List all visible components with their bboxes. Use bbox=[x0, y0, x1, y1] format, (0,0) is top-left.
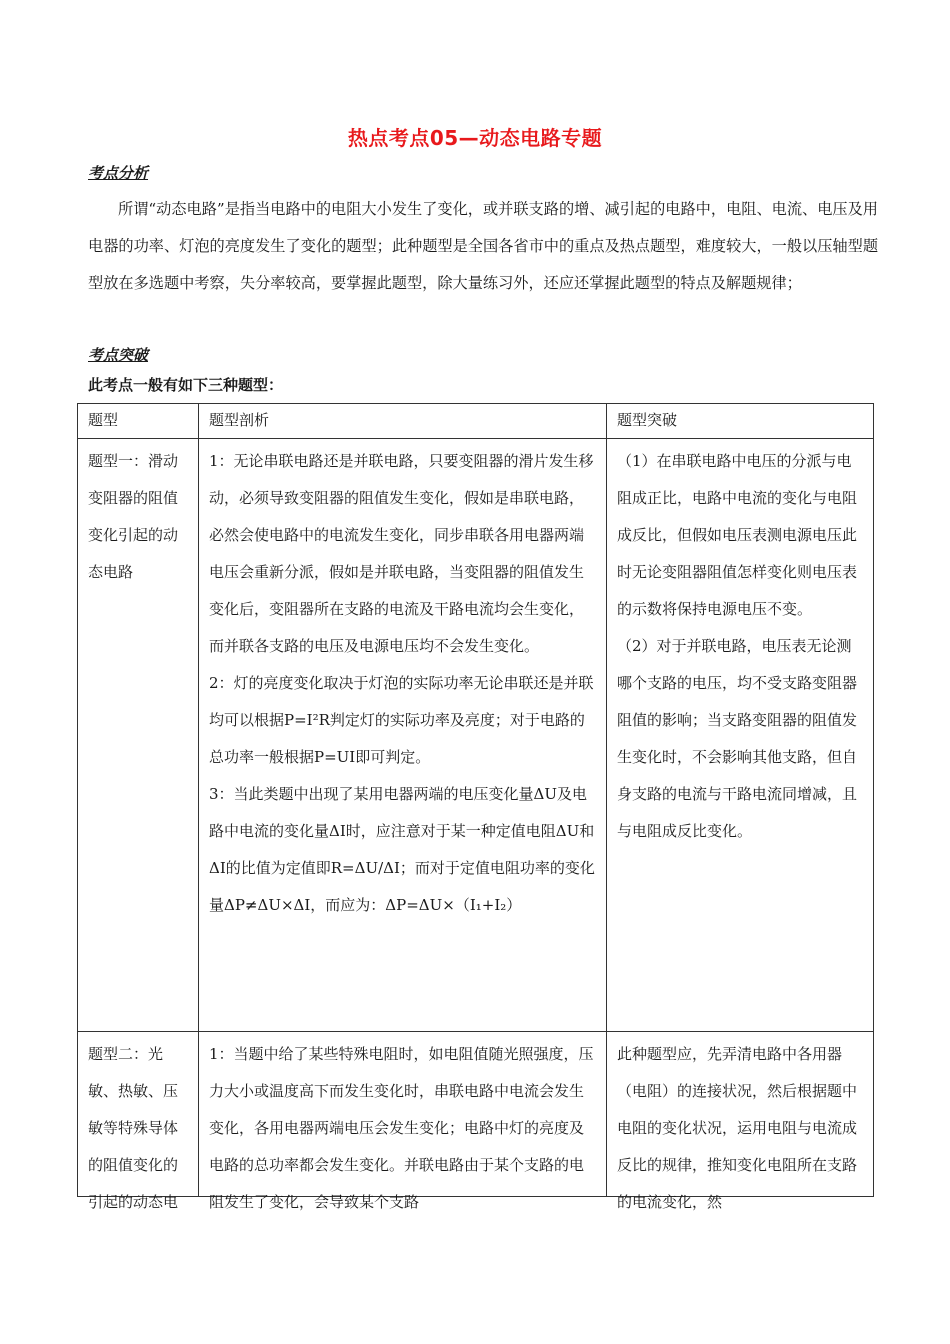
row2-type-text: 题型二：光敏、热敏、压敏等特殊导体的阻值变化的引起的动态电 bbox=[88, 1045, 179, 1211]
question-types-table bbox=[77, 403, 874, 1211]
row2-solution bbox=[607, 1032, 874, 1211]
row1-solution-point-1: （1）在串联电路中电压的分派与电阻成正比，电路中电流的变化与电阻成反比，但假如电压表测电源电压此时无论变阻器阻值怎样变化则电压表的示数将保持电源电压不变。 bbox=[617, 452, 858, 618]
row1-solution-point-2: （2）对于并联电路，电压表无论测哪个支路的电压，均不受支路变阻器阻值的影响；当支路变阻器的阻值发生变化时，不会影响其他支路，但自身支路的电流与干路电流同增减，且与电阻成反比变化。 bbox=[617, 637, 858, 840]
row1-analysis-point-3: 3：当此类题中出现了某用电器两端的电压变化量ΔU及电路中电流的变化量ΔI时，应注意对于某一种定值电阻ΔU和ΔI的比值为定值即R=ΔU/ΔI；而对于定值电阻功率的变化量ΔP≠ΔU×ΔI，而应为：ΔP=ΔU×（I₁+I₂） bbox=[209, 785, 595, 914]
breakthrough-heading: 考点突破 bbox=[88, 346, 149, 364]
row1-type-text: 题型一：滑动变阻器的阻值变化引起的动态电路 bbox=[88, 452, 179, 581]
row1-analysis bbox=[199, 439, 607, 1032]
row2-analysis-text: 1：当题中给了某些特殊电阻时，如电阻值随光照强度，压力大小或温度高下而发生变化时，串联电路中电流会发生变化，各用电器两端电压会发生变化；电路中灯的亮度及电路的总功率都会发生变化。并联电路由于某个支路的电阻发生了变化，会导致某个支路 bbox=[209, 1045, 594, 1211]
question-types-lead: 此考点一般有如下三种题型： bbox=[88, 376, 284, 394]
row1-analysis-point-2: 2：灯的亮度变化取决于灯泡的实际功率无论串联还是并联均可以根据P=I²R判定灯的实际功率及亮度；对于电路的总功率一般根据P=UI即可判定。 bbox=[209, 674, 594, 766]
analysis-heading: 考点分析 bbox=[88, 164, 149, 182]
header-type: 题型 bbox=[78, 404, 199, 439]
table-row bbox=[78, 1032, 874, 1197]
row1-solution bbox=[607, 439, 874, 1032]
page-title: 热点考点05—动态电路专题 bbox=[347, 126, 603, 150]
row1-type bbox=[78, 439, 199, 1032]
analysis-paragraph: 所谓“动态电路”是指当电路中的电阻大小发生了变化，或并联支路的增、减引起的电路中，电阻、电流、电压及用电器的功率、灯泡的亮度发生了变化的题型；此种题型是全国各省市中的重点及热点题型，难度较大，一般以压轴型题型放在多选题中考察，失分率较高，要掌握此题型，除大量练习外，还应还掌握此题型的特点及解题规律； bbox=[88, 200, 878, 292]
row2-analysis bbox=[199, 1032, 607, 1211]
header-analysis: 题型剖析 bbox=[199, 404, 607, 439]
header-solution: 题型突破 bbox=[607, 404, 874, 439]
table-header-row bbox=[78, 404, 874, 439]
table-row bbox=[78, 439, 874, 1032]
row2-type bbox=[78, 1032, 199, 1211]
row2-solution-text: 此种题型应，先弄清电路中各用器（电阻）的连接状况，然后根据题中电阻的变化状况，运用电阻与电流成反比的规律，推知变化电阻所在支路的电流变化，然 bbox=[617, 1045, 858, 1211]
row1-analysis-point-1: 1：无论串联电路还是并联电路，只要变阻器的滑片发生移动，必须导致变阻器的阻值发生变化，假如是串联电路，必然会使电路中的电流发生变化，同步串联各用电器两端电压会重新分派，假如是并联电路，当变阻器的阻值发生变化后，变阻器所在支路的电流及干路电流均会生变化，而并联各支路的电压及电源电压均不会发生变化。 bbox=[209, 452, 594, 655]
